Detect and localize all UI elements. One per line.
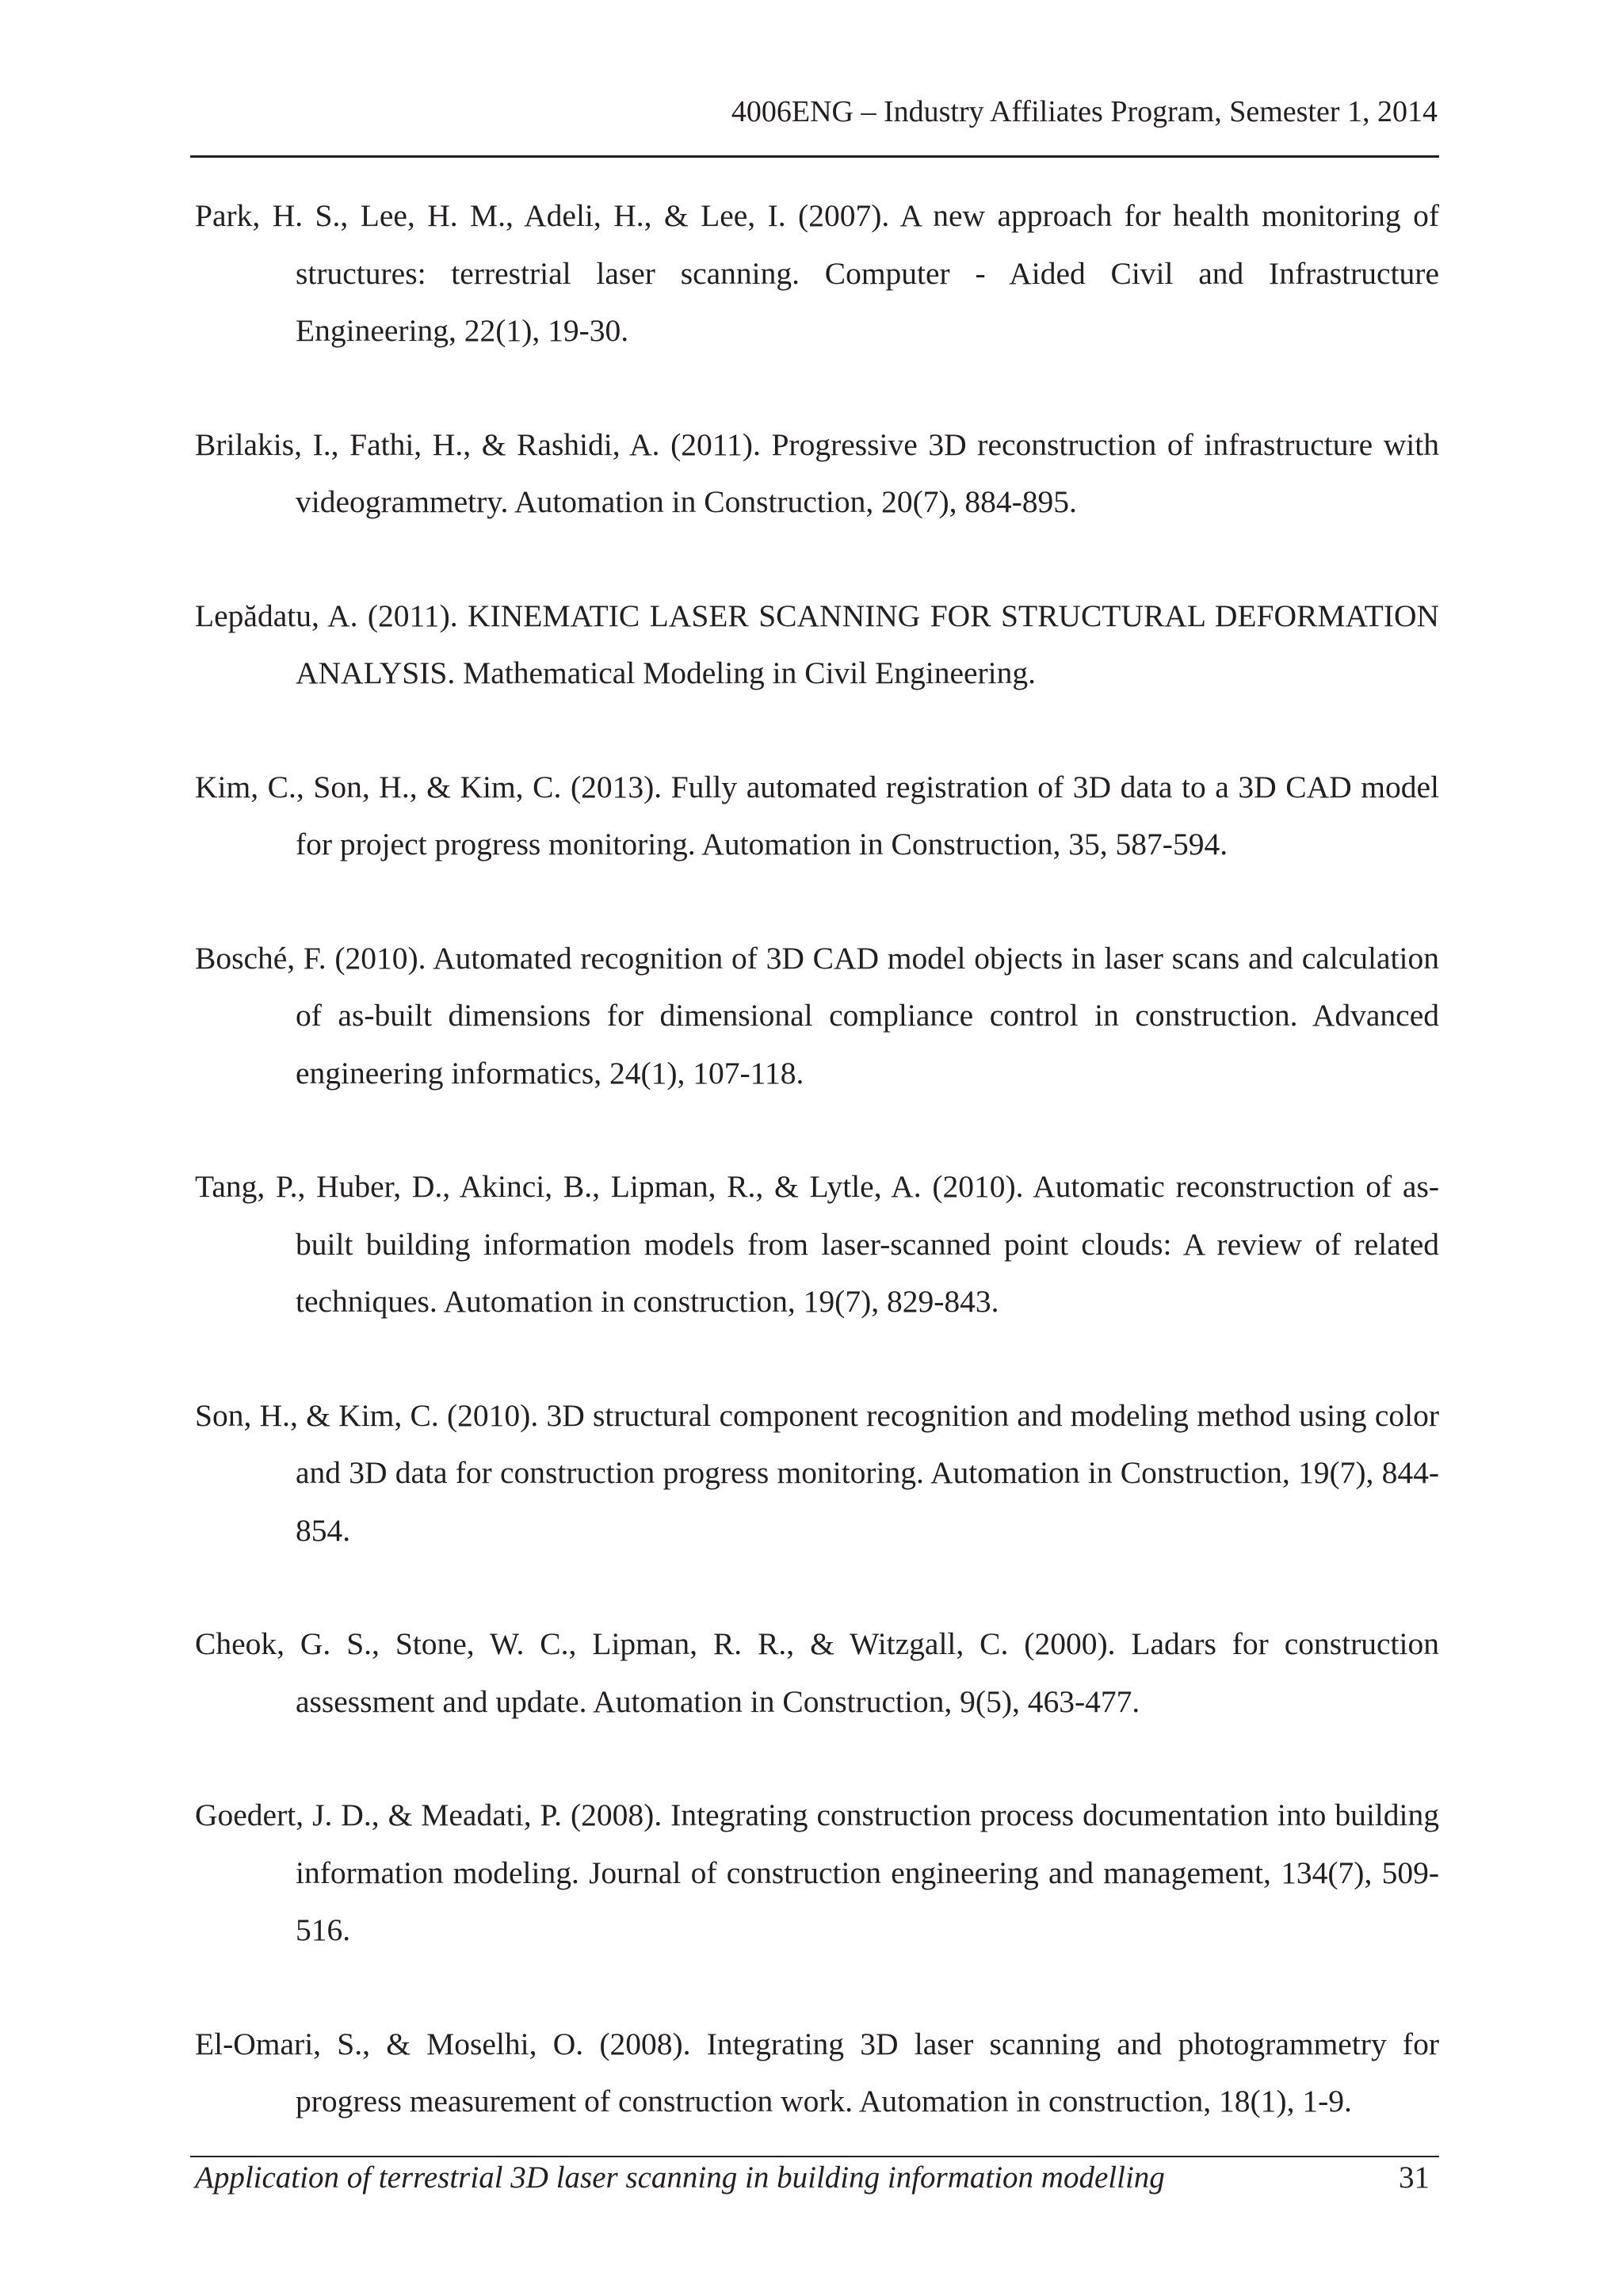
reference-entry: Brilakis, I., Fathi, H., & Rashidi, A. (2011). Progressive 3D reconstruction of infrastructure with videogrammetry. Automation in Construction, 20(7), 884-895. xyxy=(195,426,1439,519)
running-footer-title: Application of terrestrial 3D laser scanning in building information modelling xyxy=(195,2160,1165,2195)
reference-entry: Park, H. S., Lee, H. M., Adeli, H., & Lee, I. (2007). A new approach for health monitoring of structures: terrestrial laser scanning. Computer ‐ Aided Civil and Infrastructure Engineering, 22(1), 19-30. xyxy=(195,198,1439,348)
header-divider xyxy=(190,155,1439,158)
reference-entry: El-Omari, S., & Moselhi, O. (2008). Integrating 3D laser scanning and photogrammetry for progress measurement of construction work. Automation in construction, 18(1), 1-9. xyxy=(195,2026,1439,2118)
reference-entry: Cheok, G. S., Stone, W. C., Lipman, R. R., & Witzgall, C. (2000). Ladars for construction assessment and update. Automation in Construction, 9(5), 463-477. xyxy=(195,1626,1439,1719)
reference-list xyxy=(195,187,1439,2187)
reference-entry: Tang, P., Huber, D., Akinci, B., Lipman, R., & Lytle, A. (2010). Automatic reconstruction of as-built building information models from laser-scanned point clouds: A review of related techniques. Automation in construction, 19(7), 829-843. xyxy=(195,1169,1439,1319)
reference-entry: Goedert, J. D., & Meadati, P. (2008). Integrating construction process documentation into building information modeling. Journal of construction engineering and management, 134(7), 509-516. xyxy=(195,1797,1439,1947)
running-header: 4006ENG – Industry Affiliates Program, Semester 1, 2014 xyxy=(731,95,1438,128)
reference-entry: Son, H., & Kim, C. (2010). 3D structural component recognition and modeling method using color and 3D data for construction progress monitoring. Automation in Construction, 19(7), 844-854. xyxy=(195,1397,1439,1548)
footer-divider xyxy=(190,2156,1439,2157)
reference-entry: Kim, C., Son, H., & Kim, C. (2013). Fully automated registration of 3D data to a 3D CAD model for project progress monitoring. Automation in Construction, 35, 587-594. xyxy=(195,769,1439,861)
reference-entry: Lepădatu, A. (2011). KINEMATIC LASER SCANNING FOR STRUCTURAL DEFORMATION ANALYSIS. Mathematical Modeling in Civil Engineering. xyxy=(195,598,1439,690)
reference-entry: Bosché, F. (2010). Automated recognition of 3D CAD model objects in laser scans and calculation of as-built dimensions for dimensional compliance control in construction. Advanced engineering informatics, 24(1), 107-118. xyxy=(195,940,1439,1091)
page-number: 31 xyxy=(1399,2160,1430,2195)
